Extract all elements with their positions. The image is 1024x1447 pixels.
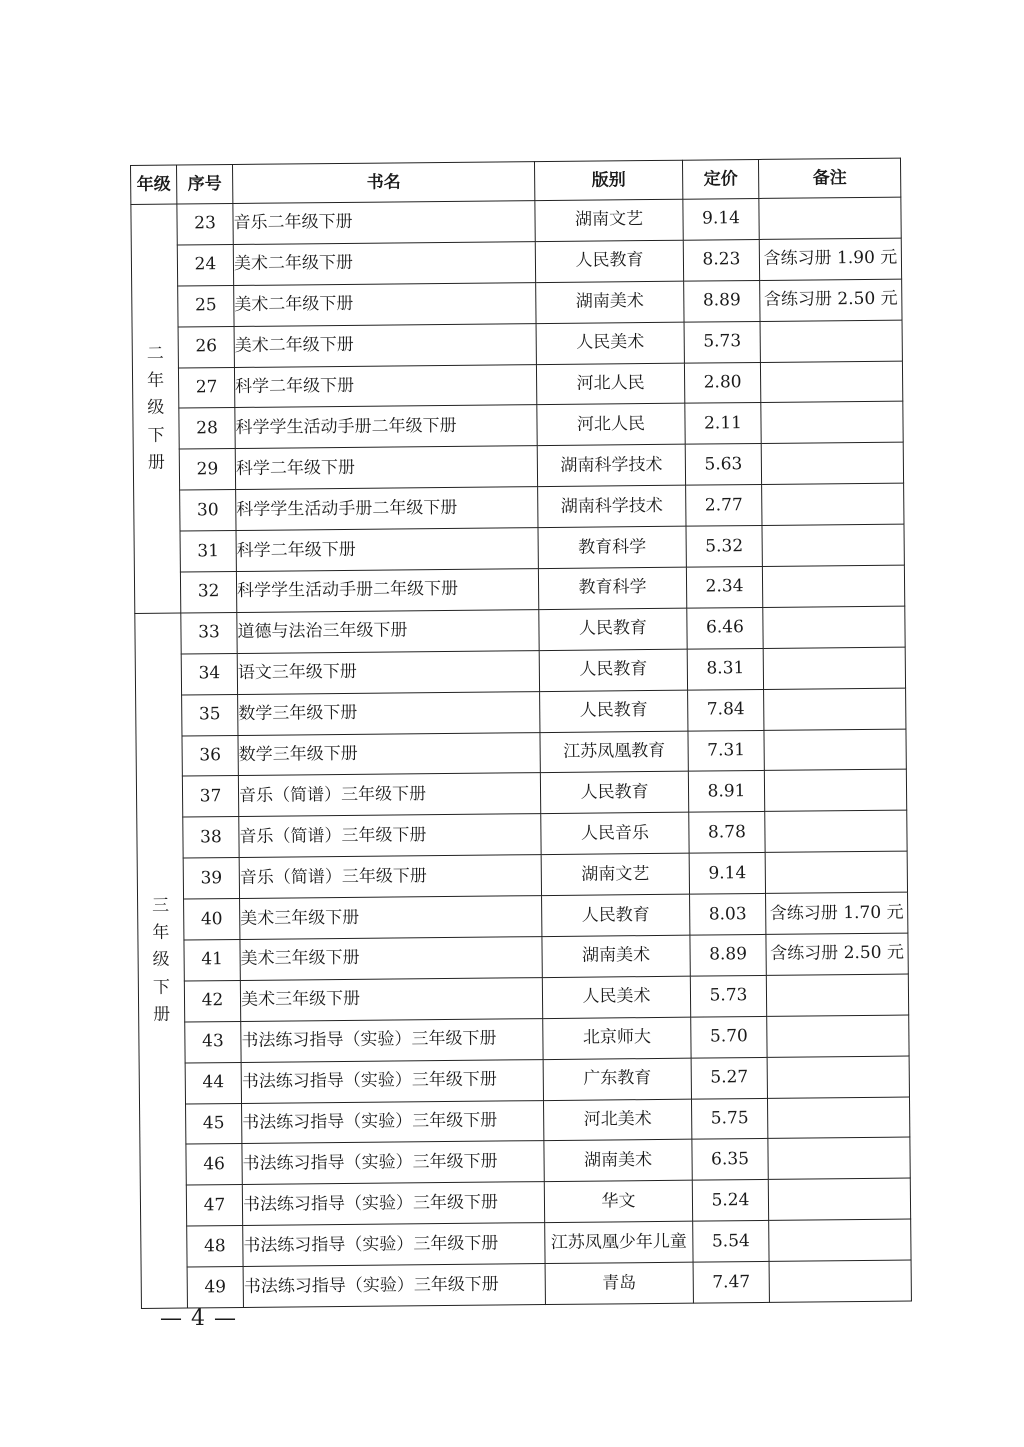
price-cell: 6.46 [687, 607, 763, 649]
price-cell: 8.89 [684, 280, 760, 322]
title-cell: 书法练习指导（实验）三年级下册 [243, 1223, 545, 1267]
note-cell [762, 565, 904, 607]
publisher-cell: 湖南美术 [536, 281, 684, 323]
publisher-cell: 湖南科学技术 [538, 485, 686, 527]
title-cell: 美术三年级下册 [240, 896, 542, 940]
publisher-cell: 人民教育 [535, 240, 683, 282]
seq-cell: 34 [181, 653, 237, 694]
title-cell: 科学二年级下册 [235, 446, 537, 490]
header-note: 备注 [758, 158, 900, 198]
title-cell: 美术三年级下册 [240, 937, 542, 981]
publisher-cell: 人民教育 [542, 894, 690, 936]
price-cell: 5.54 [693, 1221, 769, 1263]
grade-char: 下 [152, 977, 170, 998]
title-cell: 音乐（简谱）三年级下册 [239, 855, 541, 899]
seq-cell: 43 [185, 1021, 241, 1062]
seq-cell: 39 [183, 858, 239, 899]
seq-cell: 44 [185, 1062, 241, 1103]
publisher-cell: 湖南美术 [542, 935, 690, 977]
title-cell: 科学二年级下册 [234, 364, 536, 408]
title-cell: 书法练习指导（实验）三年级下册 [241, 1059, 543, 1103]
title-cell: 科学学生活动手册二年级下册 [235, 405, 537, 449]
note-cell: 含练习册 1.90 元 [759, 238, 901, 280]
table-row [141, 1260, 911, 1308]
grade-cell [135, 613, 188, 1309]
price-cell: 7.84 [688, 689, 764, 731]
title-cell: 美术二年级下册 [234, 323, 536, 367]
seq-cell: 26 [178, 326, 234, 367]
note-cell [759, 197, 901, 239]
title-cell: 音乐（简谱）三年级下册 [239, 814, 541, 858]
seq-cell: 47 [186, 1185, 242, 1226]
grade-char: 下 [147, 425, 165, 446]
price-cell: 8.31 [687, 648, 763, 690]
seq-cell: 36 [182, 735, 238, 776]
title-cell: 音乐（简谱）三年级下册 [238, 773, 540, 817]
seq-cell: 45 [186, 1103, 242, 1144]
seq-cell: 33 [181, 612, 237, 653]
table-body [131, 197, 912, 1308]
note-cell [768, 1178, 910, 1220]
price-cell: 8.03 [690, 894, 766, 936]
note-cell [764, 688, 906, 730]
note-cell [765, 810, 907, 852]
header-price: 定价 [682, 159, 758, 199]
price-cell: 2.11 [685, 403, 761, 445]
seq-cell: 32 [180, 572, 236, 613]
publisher-cell: 河北人民 [537, 404, 685, 446]
publisher-cell: 广东教育 [543, 1058, 691, 1100]
note-cell [763, 647, 905, 689]
title-cell: 数学三年级下册 [238, 691, 540, 735]
title-cell: 书法练习指导（实验）三年级下册 [242, 1100, 544, 1144]
price-cell: 8.23 [683, 239, 759, 281]
note-cell [766, 974, 908, 1016]
textbook-price-table-wrapper [130, 165, 905, 1309]
note-cell [767, 1056, 909, 1098]
grade-char: 年 [152, 922, 170, 944]
grade-cell [131, 204, 181, 613]
publisher-cell: 人民教育 [539, 608, 687, 650]
publisher-cell: 教育科学 [538, 567, 686, 609]
price-cell: 5.24 [692, 1180, 768, 1222]
grade-char: 年 [146, 370, 165, 392]
title-cell: 语文三年级下册 [237, 650, 539, 694]
price-cell: 8.78 [689, 812, 765, 854]
price-cell: 5.75 [691, 1098, 767, 1140]
note-cell [761, 442, 903, 484]
publisher-cell: 江苏凤凰少年儿童 [545, 1221, 693, 1263]
price-cell: 8.89 [690, 934, 766, 976]
header-title: 书名 [233, 162, 535, 204]
grade-char: 册 [147, 452, 165, 473]
seq-cell: 25 [178, 285, 234, 326]
publisher-cell: 北京师大 [543, 1017, 691, 1059]
title-cell: 书法练习指导（实验）三年级下册 [243, 1264, 545, 1308]
price-cell: 5.73 [684, 321, 760, 363]
seq-cell: 35 [182, 694, 238, 735]
publisher-cell: 人民音乐 [541, 813, 689, 855]
seq-cell: 40 [184, 899, 240, 940]
price-cell: 2.34 [686, 566, 762, 608]
price-cell: 8.91 [688, 771, 764, 813]
publisher-cell: 河北美术 [543, 1099, 691, 1141]
note-cell [769, 1219, 911, 1261]
publisher-cell: 教育科学 [538, 526, 686, 568]
seq-cell: 46 [186, 1144, 242, 1185]
note-cell: 含练习册 2.50 元 [766, 933, 908, 975]
note-cell [767, 1097, 909, 1139]
price-cell: 9.14 [683, 198, 759, 240]
publisher-cell: 江苏凤凰教育 [540, 731, 688, 773]
publisher-cell: 人民教育 [540, 772, 688, 814]
seq-cell: 24 [177, 244, 233, 285]
seq-cell: 23 [177, 204, 233, 245]
header-publisher: 版别 [534, 160, 682, 200]
price-cell: 7.31 [688, 730, 764, 772]
publisher-cell: 湖南科学技术 [537, 445, 685, 487]
title-cell: 美术三年级下册 [240, 978, 542, 1022]
grade-char: 册 [153, 1004, 171, 1025]
seq-cell: 28 [179, 408, 235, 449]
title-cell: 科学二年级下册 [236, 528, 538, 572]
price-cell: 7.47 [693, 1262, 769, 1304]
publisher-cell: 人民美术 [542, 976, 690, 1018]
title-cell: 科学学生活动手册二年级下册 [236, 569, 538, 613]
grade-char: 级 [147, 398, 165, 419]
note-cell [767, 1015, 909, 1057]
publisher-cell: 湖南文艺 [535, 199, 683, 241]
note-cell [764, 770, 906, 812]
note-cell [765, 851, 907, 893]
price-cell: 5.32 [686, 526, 762, 568]
seq-cell: 49 [187, 1267, 243, 1308]
title-cell: 科学学生活动手册二年级下册 [236, 487, 538, 531]
textbook-price-table [130, 158, 912, 1309]
publisher-cell: 人民教育 [539, 649, 687, 691]
seq-cell: 41 [184, 940, 240, 981]
note-cell [762, 483, 904, 525]
publisher-cell: 青岛 [545, 1262, 693, 1304]
publisher-cell: 华文 [544, 1181, 692, 1223]
publisher-cell: 湖南美术 [544, 1140, 692, 1182]
publisher-cell: 河北人民 [536, 363, 684, 405]
title-cell: 数学三年级下册 [238, 732, 540, 776]
seq-cell: 30 [180, 490, 236, 531]
price-cell: 5.27 [691, 1057, 767, 1099]
seq-cell: 48 [187, 1226, 243, 1267]
publisher-cell: 人民教育 [540, 690, 688, 732]
grade-char: 级 [152, 950, 170, 971]
note-cell: 含练习册 2.50 元 [760, 279, 902, 321]
title-cell: 音乐二年级下册 [233, 201, 535, 245]
note-cell [764, 729, 906, 771]
grade-char: 三 [152, 895, 170, 916]
note-cell [763, 606, 905, 648]
seq-cell: 31 [180, 531, 236, 572]
title-cell: 道德与法治三年级下册 [237, 610, 539, 654]
price-cell: 6.35 [692, 1139, 768, 1181]
price-cell: 5.70 [691, 1016, 767, 1058]
grade-char: 二 [146, 343, 164, 364]
title-cell: 书法练习指导（实验）三年级下册 [242, 1141, 544, 1185]
price-cell: 2.80 [684, 362, 760, 404]
seq-cell: 42 [184, 980, 240, 1021]
title-cell: 美术二年级下册 [233, 242, 535, 286]
price-cell: 2.77 [686, 485, 762, 527]
seq-cell: 29 [179, 449, 235, 490]
title-cell: 书法练习指导（实验）三年级下册 [242, 1182, 544, 1226]
price-cell: 9.14 [689, 853, 765, 895]
header-grade: 年级 [131, 165, 177, 204]
note-cell [762, 524, 904, 566]
note-cell [760, 361, 902, 403]
publisher-cell: 湖南文艺 [541, 853, 689, 895]
note-cell [761, 402, 903, 444]
note-cell [760, 320, 902, 362]
seq-cell: 27 [178, 367, 234, 408]
note-cell [768, 1138, 910, 1180]
page-number: — 4 — [160, 1306, 237, 1331]
seq-cell: 38 [183, 817, 239, 858]
note-cell [769, 1260, 911, 1302]
seq-cell: 37 [182, 776, 238, 817]
title-cell: 书法练习指导（实验）三年级下册 [241, 1018, 543, 1062]
price-cell: 5.73 [690, 975, 766, 1017]
note-cell: 含练习册 1.70 元 [766, 892, 908, 934]
price-cell: 5.63 [685, 444, 761, 486]
publisher-cell: 人民美术 [536, 322, 684, 364]
title-cell: 美术二年级下册 [234, 282, 536, 326]
header-seq: 序号 [177, 165, 233, 205]
